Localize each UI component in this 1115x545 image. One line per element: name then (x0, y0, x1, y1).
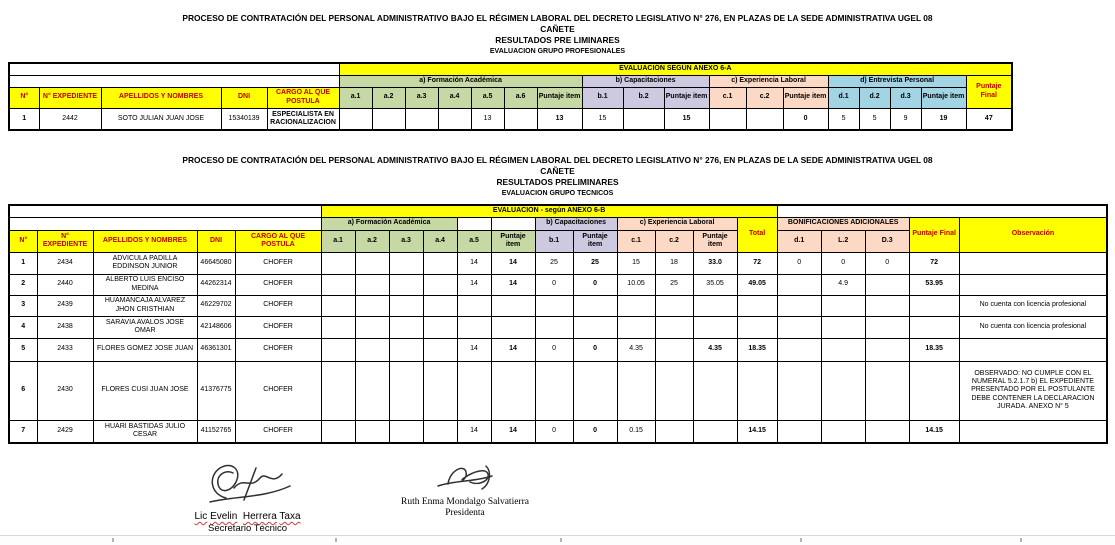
title-block-2 (0, 155, 1115, 199)
cell: 14.15 (909, 420, 959, 443)
cell (573, 295, 617, 316)
group-formacion-academica: a) Formación Académica (339, 75, 582, 87)
cell: 18 (655, 252, 693, 274)
cell (693, 316, 737, 338)
col-d2: d.2 (859, 87, 890, 108)
cell: 5 (859, 108, 890, 130)
cell (821, 295, 865, 316)
cell (389, 252, 423, 274)
cell (573, 361, 617, 420)
group-experiencia-laboral: c) Experiencia Laboral (709, 75, 828, 87)
cell (865, 274, 909, 295)
cell (457, 316, 491, 338)
cell: 10.05 (617, 274, 655, 295)
cell: 49.05 (737, 274, 777, 295)
name-word: Evelin (210, 511, 238, 522)
group-capacitaciones: b) Capacitaciones (582, 75, 709, 87)
col-a-puntaje-item: Puntaje item (537, 87, 582, 108)
cell (777, 361, 821, 420)
cell (389, 420, 423, 443)
cell (491, 316, 535, 338)
cell: 14 (457, 338, 491, 361)
cell: FLORES CUSI JUAN JOSE (93, 361, 197, 420)
cell (746, 108, 783, 130)
cell: 5 (828, 108, 859, 130)
doc1-title-line1: PROCESO DE CONTRATACIÓN DEL PERSONAL ADMINISTRATIVO BAJO EL RÉGIMEN LABORAL DEL DECRETO LEGISLATIVO N° 276, EN PLAZAS DE LA SEDE ADMINISTRATIVA UGEL 08 (182, 13, 933, 23)
cell: 2429 (37, 420, 93, 443)
table-row (9, 87, 1012, 108)
cell (535, 316, 573, 338)
cell (457, 295, 491, 316)
cell: 14.15 (737, 420, 777, 443)
cell: 42148606 (197, 316, 235, 338)
cell (405, 108, 438, 130)
cell: 41152765 (197, 420, 235, 443)
cell (423, 295, 457, 316)
cell: 2434 (37, 252, 93, 274)
col-b-puntaje-item: Puntaje item (573, 230, 617, 252)
table-row (9, 108, 1012, 130)
ruler-tick (1020, 538, 1022, 542)
cell: 15340139 (221, 108, 267, 130)
cell: 41376775 (197, 361, 235, 420)
cell: 5 (9, 338, 37, 361)
cell (321, 295, 355, 316)
cell: 47 (966, 108, 1012, 130)
cell: 25 (655, 274, 693, 295)
col-c-puntaje-item: Puntaje item (693, 230, 737, 252)
col-d3: d.3 (890, 87, 921, 108)
col-a4: a.4 (438, 87, 471, 108)
cell (777, 316, 821, 338)
cell (355, 420, 389, 443)
cell: CHOFER (235, 316, 321, 338)
cell (423, 361, 457, 420)
cell (909, 295, 959, 316)
cell: 2439 (37, 295, 93, 316)
col-observacion: Observación (959, 217, 1107, 252)
cell (655, 361, 693, 420)
col-a2: a.2 (372, 87, 405, 108)
cell: FLORES GOMEZ JOSE JUAN (93, 338, 197, 361)
cell: 19 (921, 108, 966, 130)
col-l2: L.2 (821, 230, 865, 252)
cell (737, 316, 777, 338)
cell: 14 (491, 338, 535, 361)
cell (617, 361, 655, 420)
cell: 1 (9, 108, 39, 130)
cell: ALBERTO LUIS ENCISO MEDINA (93, 274, 197, 295)
cell (865, 420, 909, 443)
cell (617, 295, 655, 316)
name-word: Herrera (242, 511, 277, 522)
col-b1: b.1 (535, 230, 573, 252)
cell (865, 295, 909, 316)
cell (655, 338, 693, 361)
cell: 2430 (37, 361, 93, 420)
cell (617, 316, 655, 338)
cell: CHOFER (235, 274, 321, 295)
cell (355, 338, 389, 361)
cell (339, 108, 372, 130)
col-b1: b.1 (582, 87, 623, 108)
cell (909, 316, 959, 338)
banner-anexo-6a: EVALUACIÓN SEGÚN ANEXO 6-A (339, 63, 1012, 75)
cell: 46645080 (197, 252, 235, 274)
cell (655, 316, 693, 338)
cell (693, 361, 737, 420)
col-b-puntaje-item: Puntaje item (664, 87, 709, 108)
cell (693, 420, 737, 443)
cell: 7 (9, 420, 37, 443)
cell: 15 (664, 108, 709, 130)
cell: 0 (573, 274, 617, 295)
cell (355, 274, 389, 295)
table-row (9, 205, 1107, 217)
cell: 0 (777, 252, 821, 274)
cell (389, 338, 423, 361)
cell (821, 338, 865, 361)
cell: 14 (457, 420, 491, 443)
group-entrevista-personal: d) Entrevista Personal (828, 75, 966, 87)
spacer-cell (9, 75, 339, 87)
spacer-cell (777, 205, 1107, 217)
cell: 33.0 (693, 252, 737, 274)
cell: 44262314 (197, 274, 235, 295)
cell (504, 108, 537, 130)
col-n: N° (9, 230, 37, 252)
table-row (9, 252, 1107, 274)
col-c2: c.2 (655, 230, 693, 252)
cell: 4.35 (617, 338, 655, 361)
doc1-title-line4: EVALUACION GRUPO PROFESIONALES (489, 48, 626, 55)
table-row (9, 217, 1107, 230)
col-nombres: APELLIDOS Y NOMBRES (101, 87, 221, 108)
table-row (9, 75, 1012, 87)
col-a6: a.6 (504, 87, 537, 108)
col-c-puntaje-item: Puntaje item (783, 87, 828, 108)
col-a5: a.5 (457, 230, 491, 252)
cell: 2440 (37, 274, 93, 295)
cell (457, 361, 491, 420)
cell-observacion (959, 252, 1107, 274)
cell: 3 (9, 295, 37, 316)
spacer-cell (9, 205, 321, 217)
col-d-puntaje-item: Puntaje item (921, 87, 966, 108)
cell (423, 252, 457, 274)
cell: 53.95 (909, 274, 959, 295)
spacer-cell (9, 63, 339, 75)
cell-observacion: OBSERVADO: NO CUMPLE CON EL NUMERAL 5.2.1.7 b) EL EXPEDIENTE PRESENTADO POR EL POSTULANTE DEBE CONTENER LA DECLARACION JURADA. ANEXO N° 5 (959, 361, 1107, 420)
cell (535, 295, 573, 316)
cell (355, 316, 389, 338)
cell (821, 361, 865, 420)
doc2-title-line3: RESULTADOS PRELIMINARES (496, 177, 619, 187)
cell (821, 316, 865, 338)
banner-anexo-6b: EVALUACION - según ANEXO 6-B (321, 205, 777, 217)
cell: 18.35 (909, 338, 959, 361)
cell: 0 (865, 252, 909, 274)
cell-observacion (959, 338, 1107, 361)
cell: 9 (890, 108, 921, 130)
cell: 46229702 (197, 295, 235, 316)
cell: 25 (573, 252, 617, 274)
cell: 0 (821, 252, 865, 274)
cell: 14 (457, 252, 491, 274)
cell (909, 361, 959, 420)
signature-block-secretario (180, 460, 315, 535)
ruler-tick (112, 538, 114, 542)
cell: SARAVIA AVALOS JOSE OMAR (93, 316, 197, 338)
cell (535, 361, 573, 420)
bottom-ruler (0, 535, 1115, 545)
col-cargo: CARGO AL QUE POSTULA (235, 230, 321, 252)
col-expediente: N° EXPEDIENTE (39, 87, 101, 108)
cell: 14 (491, 252, 535, 274)
cell (389, 274, 423, 295)
cell (372, 108, 405, 130)
col-cargo: CARGO AL QUE POSTULA (267, 87, 339, 108)
col-expediente: N° EXPEDIENTE (37, 230, 93, 252)
cell: ADVICULA PADILLA EDDINSON JUNIOR (93, 252, 197, 274)
cell (491, 295, 535, 316)
cell: 2438 (37, 316, 93, 338)
cell: CHOFER (235, 338, 321, 361)
cell (777, 274, 821, 295)
cell: 13 (537, 108, 582, 130)
cell: 35.05 (693, 274, 737, 295)
doc2-title-line4: EVALUACION GRUPO TECNICOS (501, 190, 614, 197)
cell-observacion (959, 274, 1107, 295)
signer-role: Presidenta (445, 508, 485, 518)
cell (709, 108, 746, 130)
group-bonificaciones: BONIFICACIONES ADICIONALES (777, 217, 909, 230)
cell: 2442 (39, 108, 101, 130)
cell (321, 338, 355, 361)
cell-observacion: No cuenta con licencia profesional (959, 316, 1107, 338)
cell (321, 316, 355, 338)
group-experiencia-laboral: c) Experiencia Laboral (617, 217, 737, 230)
ruler-tick (800, 538, 802, 542)
cell (389, 295, 423, 316)
cell (355, 361, 389, 420)
col-a1: a.1 (339, 87, 372, 108)
cell-observacion: No cuenta con licencia profesional (959, 295, 1107, 316)
col-a1: a.1 (321, 230, 355, 252)
cell (321, 252, 355, 274)
doc1-title-line3: RESULTADOS PRE LIMINARES (495, 35, 620, 45)
cell (737, 295, 777, 316)
cell: 0.15 (617, 420, 655, 443)
cell: 25 (535, 252, 573, 274)
group-formacion-academica: a) Formación Académica (321, 217, 457, 230)
col-d3: D.3 (865, 230, 909, 252)
col-a2: a.2 (355, 230, 389, 252)
ruler-tick (560, 538, 562, 542)
doc2-title-line1: PROCESO DE CONTRATACIÓN DEL PERSONAL ADMINISTRATIVO BAJO EL RÉGIMEN LABORAL DEL DECRETO LEGISLATIVO N° 276, EN PLAZAS DE LA SEDE ADMINISTRATIVA UGEL 08 (182, 155, 933, 165)
spacer-cell (9, 217, 321, 230)
cell (777, 338, 821, 361)
cell: 0 (573, 338, 617, 361)
title-block-1 (0, 13, 1115, 57)
col-c1: c.1 (709, 87, 746, 108)
table-row (9, 361, 1107, 420)
cell (777, 295, 821, 316)
signer-role: Secretario Técnico (207, 523, 288, 534)
col-c2: c.2 (746, 87, 783, 108)
cell: 2 (9, 274, 37, 295)
cell: 15 (582, 108, 623, 130)
col-b2: b.2 (623, 87, 664, 108)
cell: 14 (457, 274, 491, 295)
cell: 0 (783, 108, 828, 130)
ruler-tick (335, 538, 337, 542)
cell: HUAMANCAJA ALVAREZ JHON CRISTHIAN (93, 295, 197, 316)
cell (423, 420, 457, 443)
signature-block-presidenta (385, 462, 545, 519)
table-row (9, 420, 1107, 443)
table-tecnicos (8, 204, 1108, 444)
cell (321, 361, 355, 420)
cell (321, 420, 355, 443)
cell (821, 420, 865, 443)
cell: CHOFER (235, 295, 321, 316)
cell (423, 316, 457, 338)
name-word: Lic (194, 511, 208, 522)
cell (865, 338, 909, 361)
col-dni: DNI (221, 87, 267, 108)
cell: 4.35 (693, 338, 737, 361)
name-word: Taxa (279, 511, 301, 522)
cell (423, 338, 457, 361)
col-c1: c.1 (617, 230, 655, 252)
signer-name: Ruth Enma Mondalgo Salvatierra (401, 497, 529, 507)
signer-name (180, 511, 315, 523)
col-a3: a.3 (389, 230, 423, 252)
table-row (9, 295, 1107, 316)
cell (389, 316, 423, 338)
col-puntaje-final: Puntaje Final (966, 75, 1012, 108)
col-nombres: APELLIDOS Y NOMBRES (93, 230, 197, 252)
col-puntaje-final: Puntaje Final (909, 217, 959, 252)
col-d1: d.1 (777, 230, 821, 252)
cell: 0 (535, 274, 573, 295)
cell: 13 (471, 108, 504, 130)
cell (623, 108, 664, 130)
col-n: N° (9, 87, 39, 108)
cell: 18.35 (737, 338, 777, 361)
col-a5: a.5 (471, 87, 504, 108)
cell: ESPECIALISTA EN RACIONALIZACION (267, 108, 339, 130)
cell (321, 274, 355, 295)
table-row (9, 316, 1107, 338)
cell (865, 361, 909, 420)
col-dni: DNI (197, 230, 235, 252)
table-row (9, 274, 1107, 295)
cell: CHOFER (235, 252, 321, 274)
signature-icon (198, 460, 298, 506)
col-a3: a.3 (405, 87, 438, 108)
cell: 0 (535, 338, 573, 361)
cell: 72 (737, 252, 777, 274)
cell: 2433 (37, 338, 93, 361)
cell: CHOFER (235, 420, 321, 443)
cell: 4.9 (821, 274, 865, 295)
col-d1: d.1 (828, 87, 859, 108)
cell: 0 (535, 420, 573, 443)
cell (865, 316, 909, 338)
group-capacitaciones: b) Capacitaciones (535, 217, 617, 230)
cell (355, 295, 389, 316)
cell (737, 361, 777, 420)
cell: SOTO JULIAN JUAN JOSE (101, 108, 221, 130)
cell: 0 (573, 420, 617, 443)
cell: 6 (9, 361, 37, 420)
col-total: Total (737, 217, 777, 252)
cell (355, 252, 389, 274)
table-profesionales (8, 62, 1013, 131)
col-a4: a.4 (423, 230, 457, 252)
signature-icon (430, 462, 500, 492)
doc1-title-line2: CAÑETE (540, 24, 575, 34)
cell: 72 (909, 252, 959, 274)
cell: CHOFER (235, 361, 321, 420)
cell (423, 274, 457, 295)
cell (655, 420, 693, 443)
empty-cell (457, 217, 491, 230)
cell: HUARI BASTIDAS JULIO CESAR (93, 420, 197, 443)
cell (438, 108, 471, 130)
cell (491, 361, 535, 420)
doc2-title-line2: CAÑETE (540, 166, 575, 176)
cell: 14 (491, 274, 535, 295)
cell (777, 420, 821, 443)
cell (655, 295, 693, 316)
cell: 4 (9, 316, 37, 338)
table-row (9, 63, 1012, 75)
cell: 15 (617, 252, 655, 274)
cell (573, 316, 617, 338)
table-row (9, 338, 1107, 361)
cell: 46361301 (197, 338, 235, 361)
empty-cell (491, 217, 535, 230)
cell-observacion (959, 420, 1107, 443)
col-a-puntaje-item: Puntaje item (491, 230, 535, 252)
cell: 1 (9, 252, 37, 274)
cell: 14 (491, 420, 535, 443)
cell (693, 295, 737, 316)
cell (389, 361, 423, 420)
